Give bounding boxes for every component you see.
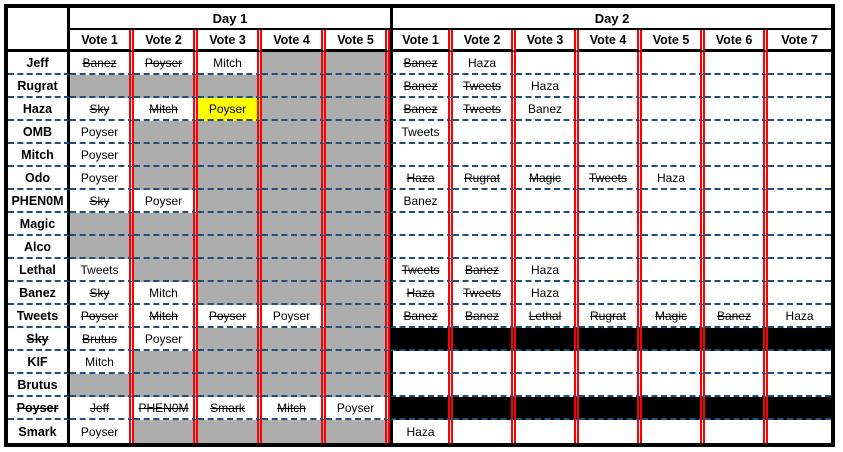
vote-cell-smark-day2-vote6[interactable] (705, 420, 768, 443)
vote-cell-phen0m-day1-vote1[interactable]: Sky (70, 190, 134, 213)
vote-cell-omb-day2-vote7[interactable] (768, 121, 831, 144)
vote-cell-kif-day2-vote7[interactable] (768, 351, 831, 374)
vote-cell-sky-day1-vote2[interactable]: Poyser (134, 328, 198, 351)
player-row-odo (8, 167, 831, 190)
vote-cell-magic-day1-vote4[interactable] (262, 213, 326, 236)
vote-cell-phen0m-day2-vote2[interactable] (453, 190, 516, 213)
vote-cell-omb-day1-vote2[interactable] (134, 121, 198, 144)
vote-cell-rugrat-day1-vote1[interactable] (70, 75, 134, 98)
vote-cell-magic-day1-vote2[interactable] (134, 213, 198, 236)
vote-header-row (8, 30, 831, 52)
vote-cell-mitch-day1-vote4[interactable] (262, 144, 326, 167)
vote-cell-banez-day1-vote4[interactable] (262, 282, 326, 305)
vote-cell-brutus-day2-vote6[interactable] (705, 374, 768, 397)
vote-cell-lethal-day2-vote6[interactable] (705, 259, 768, 282)
vote-cell-omb-day2-vote2[interactable] (453, 121, 516, 144)
vote-cell-lethal-day1-vote5[interactable] (326, 259, 390, 282)
vote-cell-smark-day1-vote3[interactable] (198, 420, 262, 443)
vote-cell-lethal-day2-vote5[interactable] (642, 259, 705, 282)
vote-cell-alco-day2-vote7[interactable] (768, 236, 831, 259)
vote-cell-odo-day1-vote4[interactable] (262, 167, 326, 190)
vote-cell-haza-day1-vote1[interactable]: Sky (70, 98, 134, 121)
vote-cell-banez-day2-vote4[interactable] (579, 282, 642, 305)
vote-cell-odo-day2-vote6[interactable] (705, 167, 768, 190)
vote-cell-lethal-day1-vote3[interactable] (198, 259, 262, 282)
vote-cell-odo-day2-vote7[interactable] (768, 167, 831, 190)
vote-cell-rugrat-day1-vote2[interactable] (134, 75, 198, 98)
day2-vote5-header[interactable]: Vote 5 (642, 30, 705, 52)
vote-cell-haza-day2-vote1[interactable]: Banez (390, 98, 453, 121)
vote-cell-alco-day2-vote3[interactable] (516, 236, 579, 259)
day1-vote1-header[interactable]: Vote 1 (70, 30, 134, 52)
vote-cell-smark-day2-vote7[interactable] (768, 420, 831, 443)
player-row-mitch (8, 144, 831, 167)
vote-cell-odo-day1-vote1[interactable]: Poyser (70, 167, 134, 190)
vote-cell-kif-day2-vote6[interactable] (705, 351, 768, 374)
vote-cell-brutus-day1-vote1[interactable] (70, 374, 134, 397)
vote-cell-poyser-day1-vote1[interactable]: Jeff (70, 397, 134, 420)
vote-cell-brutus-day1-vote4[interactable] (262, 374, 326, 397)
vote-cell-poyser-day2-vote3[interactable] (516, 397, 579, 420)
vote-cell-lethal-day2-vote2[interactable]: Banez (453, 259, 516, 282)
day-header-row (8, 8, 831, 30)
vote-cell-omb-day2-vote6[interactable] (705, 121, 768, 144)
vote-cell-jeff-day2-vote4[interactable] (579, 52, 642, 75)
player-name-cell[interactable]: PHEN0M (8, 190, 70, 213)
player-row-magic (8, 213, 831, 236)
player-name-cell[interactable]: Lethal (8, 259, 70, 282)
vote-cell-phen0m-day2-vote7[interactable] (768, 190, 831, 213)
player-name-cell[interactable]: KIF (8, 351, 70, 374)
vote-cell-poyser-day2-vote2[interactable] (453, 397, 516, 420)
vote-cell-jeff-day1-vote1[interactable]: Banez (70, 52, 134, 75)
vote-cell-smark-day2-vote2[interactable] (453, 420, 516, 443)
player-name-cell[interactable]: Magic (8, 213, 70, 236)
vote-cell-alco-day2-vote2[interactable] (453, 236, 516, 259)
player-name-cell[interactable]: Tweets (8, 305, 70, 328)
vote-cell-jeff-day2-vote5[interactable] (642, 52, 705, 75)
vote-cell-banez-day2-vote2[interactable]: Tweets (453, 282, 516, 305)
player-name-cell[interactable]: Brutus (8, 374, 70, 397)
vote-cell-sky-day1-vote3[interactable] (198, 328, 262, 351)
vote-cell-smark-day1-vote2[interactable] (134, 420, 198, 443)
vote-cell-brutus-day2-vote2[interactable] (453, 374, 516, 397)
vote-cell-poyser-day1-vote4[interactable]: Mitch (262, 397, 326, 420)
vote-cell-mitch-day1-vote1[interactable]: Poyser (70, 144, 134, 167)
vote-cell-tweets-day1-vote3[interactable]: Poyser (198, 305, 262, 328)
vote-cell-omb-day2-vote5[interactable] (642, 121, 705, 144)
vote-cell-phen0m-day2-vote5[interactable] (642, 190, 705, 213)
vote-cell-odo-day1-vote2[interactable] (134, 167, 198, 190)
player-name-cell[interactable]: Sky (8, 328, 70, 351)
vote-cell-tweets-day2-vote4[interactable]: Rugrat (579, 305, 642, 328)
vote-cell-jeff-day2-vote3[interactable] (516, 52, 579, 75)
vote-cell-rugrat-day1-vote3[interactable] (198, 75, 262, 98)
vote-cell-kif-day2-vote1[interactable] (390, 351, 453, 374)
vote-cell-smark-day1-vote1[interactable]: Poyser (70, 420, 134, 443)
vote-table (4, 4, 835, 447)
vote-cell-mitch-day2-vote2[interactable] (453, 144, 516, 167)
player-name-cell[interactable]: Rugrat (8, 75, 70, 98)
vote-cell-magic-day2-vote1[interactable] (390, 213, 453, 236)
vote-cell-haza-day1-vote3[interactable]: Poyser (198, 98, 262, 121)
vote-cell-poyser-day1-vote5[interactable]: Poyser (326, 397, 390, 420)
vote-cell-sky-day1-vote4[interactable] (262, 328, 326, 351)
vote-cell-brutus-day2-vote1[interactable] (390, 374, 453, 397)
vote-cell-jeff-day2-vote7[interactable] (768, 52, 831, 75)
vote-cell-jeff-day2-vote1[interactable]: Banez (390, 52, 453, 75)
vote-cell-haza-day2-vote6[interactable] (705, 98, 768, 121)
player-row-omb (8, 121, 831, 144)
vote-cell-sky-day2-vote3[interactable] (516, 328, 579, 351)
vote-cell-haza-day2-vote3[interactable]: Banez (516, 98, 579, 121)
vote-cell-lethal-day2-vote7[interactable] (768, 259, 831, 282)
vote-cell-alco-day2-vote1[interactable] (390, 236, 453, 259)
vote-cell-banez-day2-vote1[interactable]: Haza (390, 282, 453, 305)
vote-cell-kif-day2-vote2[interactable] (453, 351, 516, 374)
vote-cell-sky-day2-vote6[interactable] (705, 328, 768, 351)
vote-cell-brutus-day1-vote2[interactable] (134, 374, 198, 397)
vote-cell-banez-day2-vote6[interactable] (705, 282, 768, 305)
day1-vote5-header[interactable]: Vote 5 (326, 30, 390, 52)
vote-cell-magic-day2-vote2[interactable] (453, 213, 516, 236)
player-name-cell[interactable]: OMB (8, 121, 70, 144)
vote-cell-sky-day2-vote5[interactable] (642, 328, 705, 351)
vote-cell-tweets-day1-vote1[interactable]: Poyser (70, 305, 134, 328)
vote-cell-jeff-day2-vote2[interactable]: Haza (453, 52, 516, 75)
day1-vote3-header[interactable]: Vote 3 (198, 30, 262, 52)
player-row-phen0m (8, 190, 831, 213)
vote-cell-alco-day2-vote5[interactable] (642, 236, 705, 259)
day2-vote6-header[interactable]: Vote 6 (705, 30, 768, 52)
vote-cell-omb-day2-vote3[interactable] (516, 121, 579, 144)
vote-cell-banez-day2-vote5[interactable] (642, 282, 705, 305)
vote-cell-odo-day2-vote2[interactable]: Rugrat (453, 167, 516, 190)
vote-cell-tweets-day2-vote5[interactable]: Magic (642, 305, 705, 328)
vote-cell-rugrat-day2-vote5[interactable] (642, 75, 705, 98)
vote-cell-tweets-day1-vote4[interactable]: Poyser (262, 305, 326, 328)
vote-cell-omb-day1-vote1[interactable]: Poyser (70, 121, 134, 144)
vote-cell-kif-day1-vote1[interactable]: Mitch (70, 351, 134, 374)
vote-cell-phen0m-day2-vote3[interactable] (516, 190, 579, 213)
vote-cell-mitch-day2-vote7[interactable] (768, 144, 831, 167)
vote-cell-smark-day2-vote3[interactable] (516, 420, 579, 443)
vote-cell-brutus-day1-vote3[interactable] (198, 374, 262, 397)
vote-cell-omb-day1-vote3[interactable] (198, 121, 262, 144)
player-name-cell[interactable]: Poyser (8, 397, 70, 420)
vote-cell-alco-day2-vote4[interactable] (579, 236, 642, 259)
vote-cell-odo-day2-vote1[interactable]: Haza (390, 167, 453, 190)
vote-cell-rugrat-day2-vote7[interactable] (768, 75, 831, 98)
vote-cell-odo-day1-vote5[interactable] (326, 167, 390, 190)
vote-cell-jeff-day1-vote3[interactable]: Mitch (198, 52, 262, 75)
vote-cell-mitch-day2-vote1[interactable] (390, 144, 453, 167)
vote-cell-mitch-day2-vote5[interactable] (642, 144, 705, 167)
vote-cell-smark-day2-vote5[interactable] (642, 420, 705, 443)
day2-vote4-header[interactable]: Vote 4 (579, 30, 642, 52)
vote-cell-lethal-day2-vote1[interactable]: Tweets (390, 259, 453, 282)
vote-cell-banez-day2-vote7[interactable] (768, 282, 831, 305)
vote-cell-magic-day1-vote1[interactable] (70, 213, 134, 236)
vote-cell-sky-day2-vote1[interactable] (390, 328, 453, 351)
player-row-banez (8, 282, 831, 305)
vote-cell-phen0m-day2-vote6[interactable] (705, 190, 768, 213)
vote-cell-smark-day1-vote4[interactable] (262, 420, 326, 443)
vote-cell-haza-day2-vote4[interactable] (579, 98, 642, 121)
vote-cell-kif-day1-vote3[interactable] (198, 351, 262, 374)
vote-cell-smark-day2-vote1[interactable]: Haza (390, 420, 453, 443)
vote-cell-mitch-day1-vote3[interactable] (198, 144, 262, 167)
vote-cell-magic-day2-vote6[interactable] (705, 213, 768, 236)
day1-vote4-header[interactable]: Vote 4 (262, 30, 326, 52)
vote-cell-omb-day1-vote4[interactable] (262, 121, 326, 144)
vote-cell-haza-day2-vote2[interactable]: Tweets (453, 98, 516, 121)
player-row-alco (8, 236, 831, 259)
vote-cell-phen0m-day1-vote2[interactable]: Poyser (134, 190, 198, 213)
vote-cell-mitch-day2-vote3[interactable] (516, 144, 579, 167)
vote-cell-haza-day1-vote2[interactable]: Mitch (134, 98, 198, 121)
vote-cell-kif-day1-vote5[interactable] (326, 351, 390, 374)
vote-cell-magic-day1-vote5[interactable] (326, 213, 390, 236)
vote-cell-banez-day1-vote2[interactable]: Mitch (134, 282, 198, 305)
vote-cell-banez-day1-vote1[interactable]: Sky (70, 282, 134, 305)
vote-cell-alco-day1-vote3[interactable] (198, 236, 262, 259)
vote-cell-mitch-day1-vote5[interactable] (326, 144, 390, 167)
player-name-cell[interactable]: Smark (8, 420, 70, 443)
vote-cell-brutus-day2-vote4[interactable] (579, 374, 642, 397)
vote-cell-sky-day1-vote5[interactable] (326, 328, 390, 351)
player-name-cell[interactable]: Banez (8, 282, 70, 305)
vote-cell-omb-day2-vote4[interactable] (579, 121, 642, 144)
vote-cell-lethal-day2-vote4[interactable] (579, 259, 642, 282)
vote-cell-alco-day1-vote2[interactable] (134, 236, 198, 259)
vote-cell-phen0m-day1-vote4[interactable] (262, 190, 326, 213)
vote-cell-magic-day2-vote4[interactable] (579, 213, 642, 236)
player-name-cell[interactable]: Mitch (8, 144, 70, 167)
vote-cell-haza-day2-vote5[interactable] (642, 98, 705, 121)
corner-cell[interactable] (8, 8, 70, 52)
vote-cell-odo-day1-vote3[interactable] (198, 167, 262, 190)
vote-cell-jeff-day1-vote2[interactable]: Poyser (134, 52, 198, 75)
vote-cell-poyser-day1-vote2[interactable]: PHEN0M (134, 397, 198, 420)
vote-cell-tweets-day1-vote2[interactable]: Mitch (134, 305, 198, 328)
day1-vote2-header[interactable]: Vote 2 (134, 30, 198, 52)
vote-cell-jeff-day2-vote6[interactable] (705, 52, 768, 75)
vote-cell-odo-day2-vote5[interactable]: Haza (642, 167, 705, 190)
vote-cell-magic-day1-vote3[interactable] (198, 213, 262, 236)
table-header (8, 8, 831, 52)
vote-cell-lethal-day1-vote2[interactable] (134, 259, 198, 282)
vote-cell-lethal-day1-vote1[interactable]: Tweets (70, 259, 134, 282)
day2-vote2-header[interactable]: Vote 2 (453, 30, 516, 52)
vote-cell-sky-day1-vote1[interactable]: Brutus (70, 328, 134, 351)
vote-cell-kif-day2-vote4[interactable] (579, 351, 642, 374)
vote-cell-sky-day2-vote4[interactable] (579, 328, 642, 351)
vote-cell-rugrat-day2-vote1[interactable]: Banez (390, 75, 453, 98)
player-row-sky (8, 328, 831, 351)
vote-cell-alco-day2-vote6[interactable] (705, 236, 768, 259)
player-row-brutus (8, 374, 831, 397)
player-row-rugrat (8, 75, 831, 98)
vote-cell-kif-day1-vote4[interactable] (262, 351, 326, 374)
vote-cell-brutus-day2-vote7[interactable] (768, 374, 831, 397)
vote-cell-magic-day2-vote5[interactable] (642, 213, 705, 236)
vote-cell-poyser-day1-vote3[interactable]: Smark (198, 397, 262, 420)
day2-vote7-header[interactable]: Vote 7 (768, 30, 831, 52)
vote-cell-rugrat-day2-vote2[interactable]: Tweets (453, 75, 516, 98)
vote-cell-brutus-day2-vote3[interactable] (516, 374, 579, 397)
vote-cell-tweets-day2-vote6[interactable]: Banez (705, 305, 768, 328)
vote-cell-sky-day2-vote2[interactable] (453, 328, 516, 351)
vote-cell-magic-day2-vote7[interactable] (768, 213, 831, 236)
player-name-cell[interactable]: Jeff (8, 52, 70, 75)
vote-cell-poyser-day2-vote6[interactable] (705, 397, 768, 420)
vote-cell-jeff-day1-vote5[interactable] (326, 52, 390, 75)
vote-cell-rugrat-day2-vote6[interactable] (705, 75, 768, 98)
vote-cell-brutus-day1-vote5[interactable] (326, 374, 390, 397)
vote-cell-tweets-day2-vote2[interactable]: Banez (453, 305, 516, 328)
vote-cell-banez-day1-vote5[interactable] (326, 282, 390, 305)
vote-cell-rugrat-day1-vote4[interactable] (262, 75, 326, 98)
vote-cell-mitch-day1-vote2[interactable] (134, 144, 198, 167)
vote-cell-mitch-day2-vote4[interactable] (579, 144, 642, 167)
vote-cell-tweets-day1-vote5[interactable] (326, 305, 390, 328)
vote-cell-banez-day2-vote3[interactable]: Haza (516, 282, 579, 305)
day2-header[interactable]: Day 2 (390, 8, 831, 30)
vote-cell-rugrat-day2-vote3[interactable]: Haza (516, 75, 579, 98)
vote-table-body (8, 52, 831, 443)
vote-cell-lethal-day2-vote3[interactable]: Haza (516, 259, 579, 282)
player-name-cell[interactable]: Haza (8, 98, 70, 121)
vote-cell-kif-day2-vote5[interactable] (642, 351, 705, 374)
vote-cell-sky-day2-vote7[interactable] (768, 328, 831, 351)
vote-cell-odo-day2-vote4[interactable]: Tweets (579, 167, 642, 190)
vote-cell-phen0m-day1-vote5[interactable] (326, 190, 390, 213)
vote-cell-magic-day2-vote3[interactable] (516, 213, 579, 236)
vote-cell-tweets-day2-vote3[interactable]: Lethal (516, 305, 579, 328)
day2-vote3-header[interactable]: Vote 3 (516, 30, 579, 52)
vote-cell-brutus-day2-vote5[interactable] (642, 374, 705, 397)
vote-cell-haza-day1-vote4[interactable] (262, 98, 326, 121)
vote-cell-rugrat-day1-vote5[interactable] (326, 75, 390, 98)
vote-cell-phen0m-day2-vote4[interactable] (579, 190, 642, 213)
vote-cell-smark-day1-vote5[interactable] (326, 420, 390, 443)
vote-cell-omb-day2-vote1[interactable]: Tweets (390, 121, 453, 144)
vote-cell-poyser-day2-vote4[interactable] (579, 397, 642, 420)
vote-cell-kif-day1-vote2[interactable] (134, 351, 198, 374)
vote-cell-poyser-day2-vote1[interactable] (390, 397, 453, 420)
player-row-kif (8, 351, 831, 374)
vote-cell-alco-day1-vote5[interactable] (326, 236, 390, 259)
player-row-lethal (8, 259, 831, 282)
day2-vote1-header[interactable]: Vote 1 (390, 30, 453, 52)
vote-cell-lethal-day1-vote4[interactable] (262, 259, 326, 282)
vote-cell-haza-day2-vote7[interactable] (768, 98, 831, 121)
vote-cell-tweets-day2-vote1[interactable]: Banez (390, 305, 453, 328)
day1-header[interactable]: Day 1 (70, 8, 390, 30)
vote-cell-banez-day1-vote3[interactable] (198, 282, 262, 305)
player-name-cell[interactable]: Alco (8, 236, 70, 259)
player-row-poyser (8, 397, 831, 420)
vote-cell-kif-day2-vote3[interactable] (516, 351, 579, 374)
vote-cell-phen0m-day1-vote3[interactable] (198, 190, 262, 213)
vote-cell-poyser-day2-vote7[interactable] (768, 397, 831, 420)
vote-cell-haza-day1-vote5[interactable] (326, 98, 390, 121)
vote-cell-omb-day1-vote5[interactable] (326, 121, 390, 144)
player-name-cell[interactable]: Odo (8, 167, 70, 190)
vote-cell-alco-day1-vote4[interactable] (262, 236, 326, 259)
vote-cell-poyser-day2-vote5[interactable] (642, 397, 705, 420)
vote-cell-odo-day2-vote3[interactable]: Magic (516, 167, 579, 190)
vote-cell-phen0m-day2-vote1[interactable]: Banez (390, 190, 453, 213)
vote-cell-tweets-day2-vote7[interactable]: Haza (768, 305, 831, 328)
player-row-haza (8, 98, 831, 121)
vote-cell-jeff-day1-vote4[interactable] (262, 52, 326, 75)
vote-cell-mitch-day2-vote6[interactable] (705, 144, 768, 167)
vote-cell-smark-day2-vote4[interactable] (579, 420, 642, 443)
player-row-tweets (8, 305, 831, 328)
vote-cell-alco-day1-vote1[interactable] (70, 236, 134, 259)
player-row-jeff (8, 52, 831, 75)
vote-cell-rugrat-day2-vote4[interactable] (579, 75, 642, 98)
player-row-smark (8, 420, 831, 443)
